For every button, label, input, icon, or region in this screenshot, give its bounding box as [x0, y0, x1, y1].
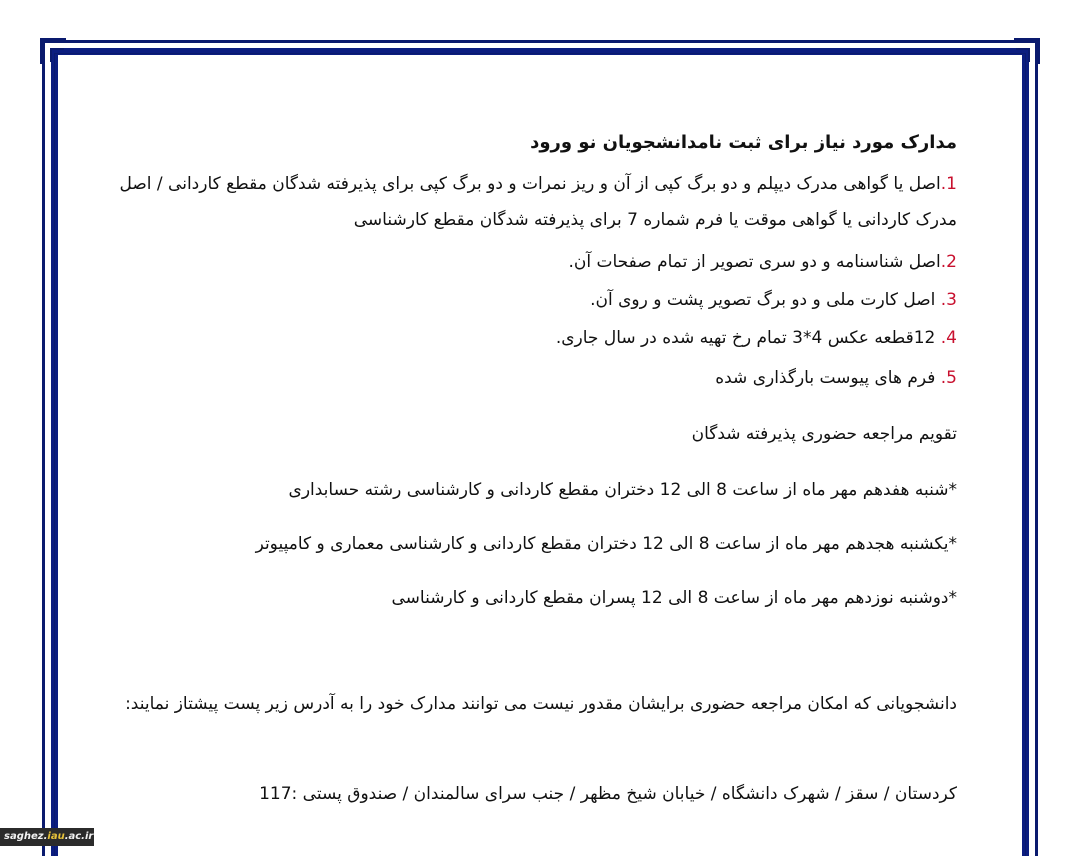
schedule-item: *دوشنبه نوزدهم مهر ماه از ساعت 8 الی 12 پسران مقطع کاردانی و کارشناسی	[391, 588, 957, 608]
document-title: مدارک مورد نیاز برای ثبت نامدانشجویان نو ورود	[530, 132, 957, 153]
corner-ornament-right	[1014, 38, 1040, 64]
requirement-item	[117, 166, 957, 238]
requirement-text: اصل یا گواهی مدرک دیپلم و دو برگ کپی از آن و ریز نمرات و دو برگ کپی برای پذیرفته شدگان مقطع کاردانی / اصل مدرک کاردانی یا گواهی موقت یا فرم شماره 7 برای پذیرفته شدگان مقطع کارشناسی	[119, 174, 957, 230]
requirement-number: 4.	[940, 328, 957, 348]
requirement-number: 1.	[940, 174, 957, 194]
postal-note: دانشجویانی که امکان مراجعه حضوری برایشان مقدور نیست می توانند مدارک خود را به آدرس زیر پست پیشتاز نمایند:	[125, 694, 957, 714]
schedule-item: *شنبه هفدهم مهر ماه از ساعت 8 الی 12 دختران مقطع کاردانی و کارشناسی رشته حسابداری	[288, 480, 957, 500]
postal-address: کردستان / سقز / شهرک دانشگاه / خیابان شیخ مظهر / جنب سرای سالمندان / صندوق پستی :117	[259, 784, 957, 804]
corner-ornament-left	[40, 38, 66, 64]
requirement-text: 12قطعه عکس 4*3 تمام رخ تهیه شده در سال جاری.	[555, 328, 941, 348]
requirement-text: فرم های پیوست بارگذاری شده	[715, 368, 941, 388]
requirement-item	[590, 290, 957, 310]
schedule-item: *یکشنبه هجدهم مهر ماه از ساعت 8 الی 12 دختران مقطع کاردانی و کارشناسی معماری و کامپیوتر	[255, 534, 957, 554]
requirement-text: اصل کارت ملی و دو برگ تصویر پشت و روی آن.	[590, 290, 941, 310]
schedule-title: تقویم مراجعه حضوری پذیرفته شدگان	[691, 424, 957, 444]
requirement-number: 5.	[940, 368, 957, 388]
requirement-number: 3.	[940, 290, 957, 310]
requirement-item	[556, 328, 957, 348]
requirement-text: اصل شناسنامه و دو سری تصویر از تمام صفحات آن.	[568, 252, 941, 272]
requirement-number: 2.	[940, 252, 957, 272]
requirement-item	[568, 252, 957, 272]
page-border	[42, 40, 1038, 856]
site-watermark: saghez.iau.ac.ir	[0, 828, 94, 846]
requirement-item	[715, 368, 957, 388]
